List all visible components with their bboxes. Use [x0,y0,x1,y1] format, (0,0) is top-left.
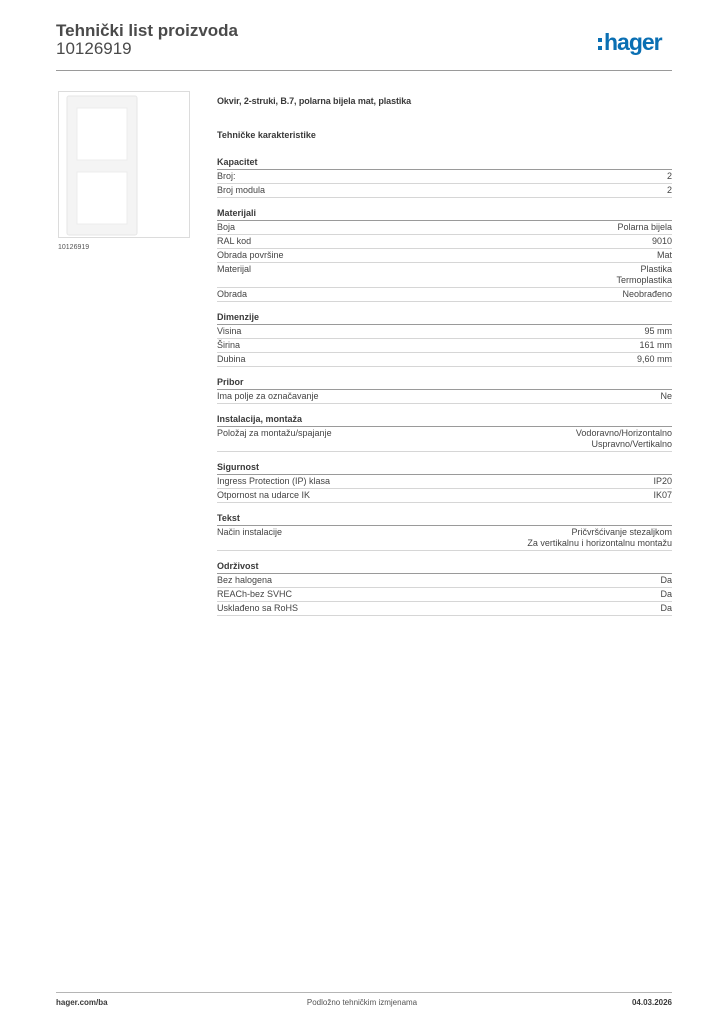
spec-row [217,574,672,588]
spec-row [217,427,672,452]
spec-value: Mat [656,250,672,260]
spec-row [217,184,672,198]
section-heading: Instalacija, montaža [217,413,672,427]
spec-value: 9,60 mm [636,354,672,364]
frame-illustration [59,92,189,237]
spec-label: REACh-bez SVHC [217,589,293,599]
product-name: Okvir, 2-struki, B.7, polarna bijela mat, plastika [217,96,412,106]
characteristics-title: Tehničke karakteristike [217,130,316,140]
footer-website: hager.com/ba [56,998,108,1007]
section-heading: Materijali [217,207,672,221]
spec-value: IP20 [653,476,672,486]
spec-value: Polarna bijela [617,222,672,232]
product-image [58,91,190,238]
page-title: Tehnički list proizvoda [56,21,238,40]
spec-value: IK07 [653,490,672,500]
spec-row [217,526,672,551]
spec-label: Položaj za montažu/spajanje [217,428,332,438]
hager-logo [598,26,676,56]
spec-value: 2 [666,171,672,181]
spec-row [217,475,672,489]
spec-sections [217,156,672,616]
spec-value: Da [660,575,672,585]
spec-value: 2 [666,185,672,195]
spec-row [217,235,672,249]
spec-row [217,588,672,602]
spec-label: Broj modula [217,185,266,195]
spec-value: Neobrađeno [622,289,672,299]
spec-row [217,325,672,339]
spec-section [217,207,672,302]
spec-content [217,96,672,625]
spec-section [217,560,672,616]
spec-value: 161 mm [639,340,672,350]
section-heading: Sigurnost [217,461,672,475]
footer-divider [56,992,672,993]
section-heading: Dimenzije [217,311,672,325]
spec-label: Boja [217,222,236,232]
spec-label: RAL kod [217,236,252,246]
spec-label: Otpornost na udarce IK [217,490,311,500]
footer-date: 04.03.2026 [631,998,672,1007]
footer-note: Podložno tehničkim izmjenama [306,998,418,1007]
spec-value: Plastika Termoplastika [616,264,672,285]
spec-label: Materijal [217,264,252,274]
section-heading: Pribor [217,376,672,390]
spec-value: Vodoravno/Horizontalno Uspravno/Vertikalno [575,428,672,449]
section-heading: Održivost [217,560,672,574]
spec-label: Bez halogena [217,575,273,585]
spec-row [217,390,672,404]
spec-value: Ne [660,391,672,401]
spec-value: 95 mm [644,326,672,336]
spec-row [217,602,672,616]
header-divider [56,70,672,71]
section-heading: Kapacitet [217,156,672,170]
spec-row [217,249,672,263]
spec-row [217,353,672,367]
spec-row [217,221,672,235]
spec-value: 9010 [651,236,672,246]
spec-value: Da [660,603,672,613]
product-number: 10126919 [56,39,132,58]
spec-label: Širina [217,340,241,350]
spec-label: Broj: [217,171,236,181]
spec-value: Pričvršćivanje stezaljkom Za vertikalnu i horizontalnu montažu [527,527,672,548]
spec-section [217,376,672,404]
spec-label: Usklađeno sa RoHS [217,603,299,613]
spec-label: Obrada [217,289,248,299]
spec-section [217,461,672,503]
svg-text:hager: hager [604,29,662,55]
spec-row [217,288,672,302]
spec-row [217,170,672,184]
spec-value: Da [660,589,672,599]
spec-section [217,156,672,198]
spec-label: Ingress Protection (IP) klasa [217,476,331,486]
spec-section [217,413,672,452]
spec-section [217,311,672,367]
spec-label: Obrada površine [217,250,284,260]
spec-label: Ima polje za označavanje [217,391,319,401]
image-caption: 10126919 [58,244,90,251]
spec-row [217,489,672,503]
spec-label: Način instalacije [217,527,283,537]
spec-label: Visina [217,326,242,336]
spec-section [217,512,672,551]
spec-row [217,339,672,353]
section-heading: Tekst [217,512,672,526]
spec-label: Dubina [217,354,246,364]
spec-row [217,263,672,288]
